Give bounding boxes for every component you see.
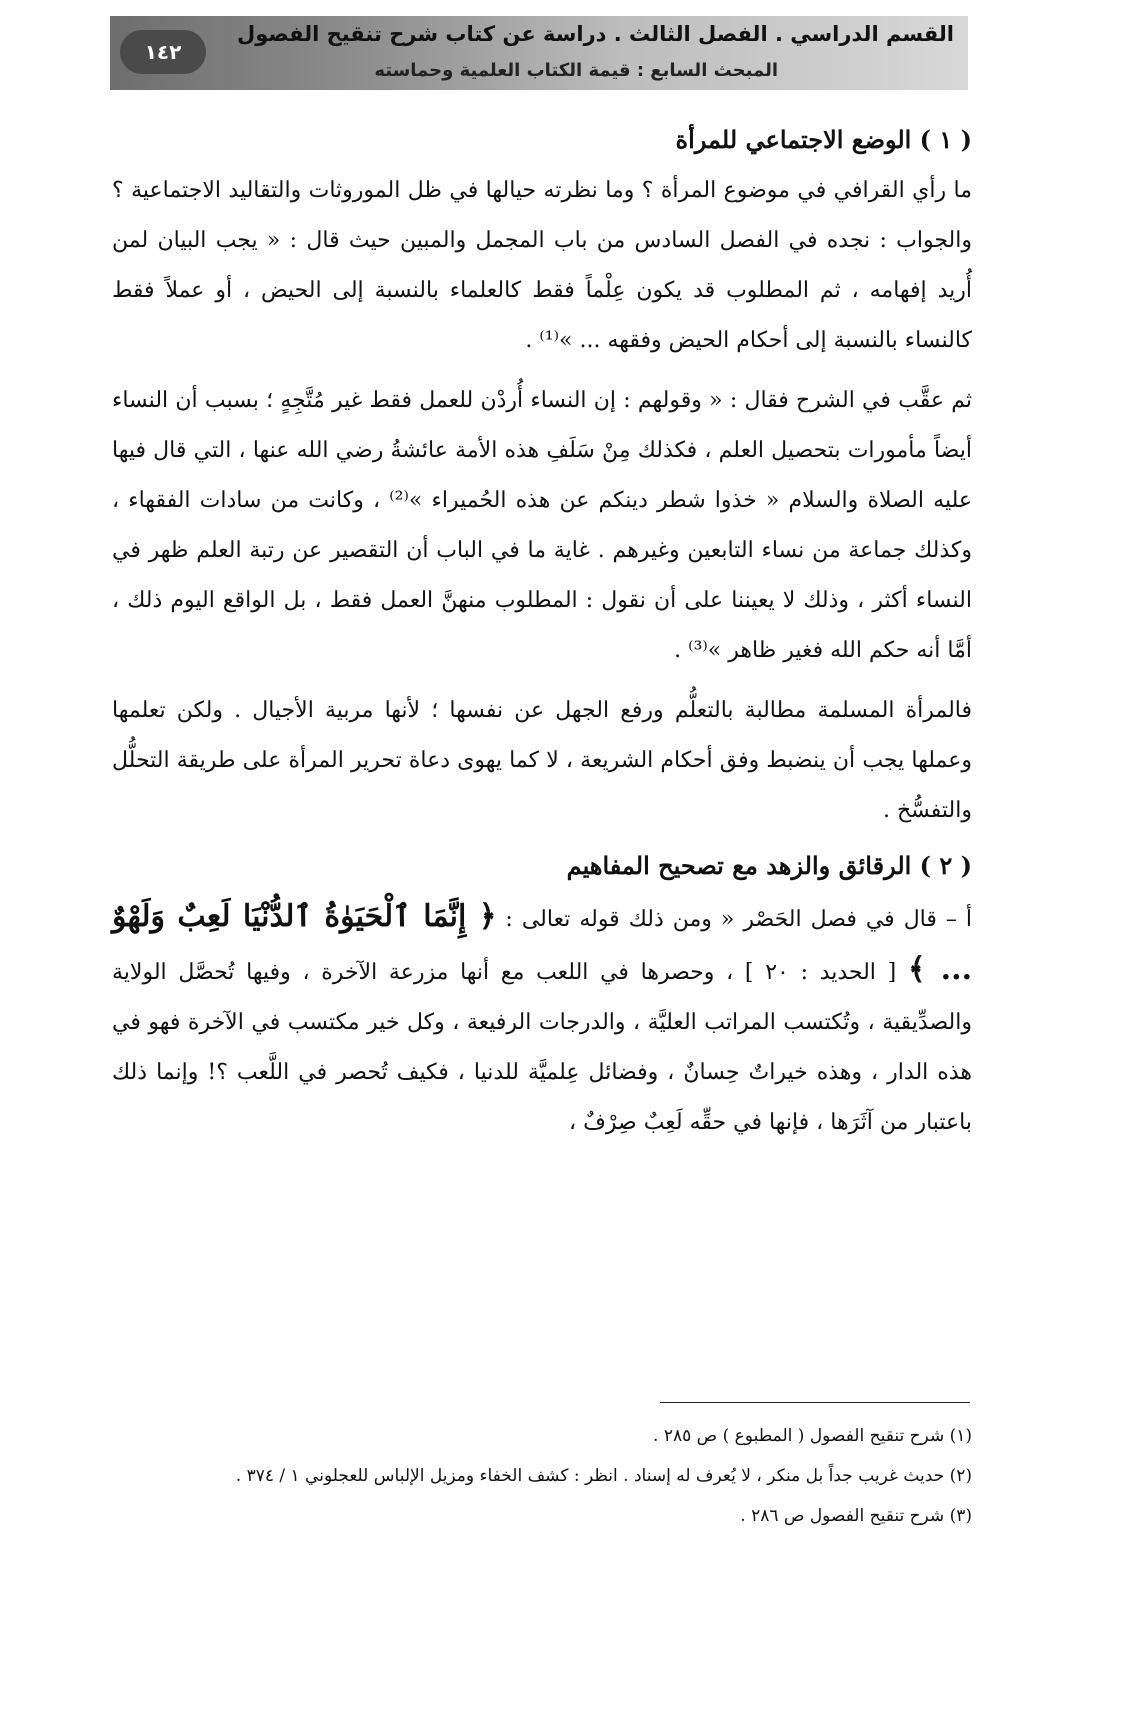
footnote: (٣) شرح تنقيح الفصول ص ٢٨٦ . xyxy=(740,1506,972,1526)
page-number: ١٤٢ xyxy=(120,30,206,74)
paragraph-with-verse xyxy=(112,892,972,1148)
page-body xyxy=(112,120,972,1158)
footnote: (١) شرح تنقيح الفصول ( المطبوع ) ص ٢٨٥ . xyxy=(653,1426,972,1446)
header-subtitle: المبحث السابع : قيمة الكتاب العلمية وحماسته xyxy=(374,60,778,81)
running-header xyxy=(110,16,968,90)
paragraph: ما رأي القرافي في موضوع المرأة ؟ وما نظرته حيالها في ظل الموروثات والتقاليد الاجتماعية ؟ والجواب : نجده في الفصل السادس من باب المجمل والمبين حيث قال : « يجب البيان لمن أُريد إفهامه ، ثم المطلوب قد يكون عِلْماً فقط كالعلماء بالنسبة إلى الحيض ، أو عملاً فقط كالنساء بالنسبة إلى أحكام الحيض وفقهه ... »⁽¹⁾ . xyxy=(112,178,972,353)
paragraph: فالمرأة المسلمة مطالبة بالتعلُّم ورفع الجهل عن نفسها ؛ لأنها مربية الأجيال . ولكن تعلمها وعملها يجب أن ينضبط وفق أحكام الشريعة ، لا كما يهوى دعاة تحرير المرأة على طريقة التحلُّل والتفسُّخ . xyxy=(112,698,972,823)
paragraph-rest: [ الحديد : ٢٠ ] ، وحصرها في اللعب مع أنها مزرعة الآخرة ، وفيها تُحصَّل الولاية والصدِّيقية ، وتُكتسب المراتب العليَّة ، والدرجات الرفيعة ، وكل خير مكتسب في الآخرة فهو في هذه الدار ، وهذه خيراتٌ حِسانٌ ، وفضائل عِلميَّة للدنيا ، فكيف تُحصر في اللَّعب ؟! وإنما ذلك باعتبار من آثَرَها ، فإنها في حقِّه لَعِبٌ صِرْفٌ ، xyxy=(112,960,972,1135)
footnote-divider xyxy=(660,1402,970,1403)
paragraph-intro: أ – قال في فصل الحَصْر « ومن ذلك قوله تعالى : xyxy=(505,907,973,932)
paragraph: ثم عقَّب في الشرح فقال : « وقولهم : إن النساء أُردْن للعمل فقط غير مُتَّجِهٍ ؛ بسبب أن النساء أيضاً مأمورات بتحصيل العلم ، فكذلك مِنْ سَلَفِ هذه الأمة عائشةُ رضي الله عنها ، التي قال فيها عليه الصلاة والسلام « خذوا شطر دينكم عن هذه الحُميراء »⁽²⁾ ، وكانت من سادات الفقهاء ، وكذلك جماعة من نساء التابعين وغيرهم . غاية ما في الباب أن التقصير عن رتبة العلم ظهر في النساء أكثر ، وذلك لا يعيننا على أن نقول : المطلوب منهنَّ العمل فقط ، بل الواقع اليوم ذلك ، أمَّا أنه حكم الله فغير ظاهر »⁽³⁾ . xyxy=(112,388,972,663)
header-title: القسم الدراسي . الفصل الثالث . دراسة عن كتاب شرح تنقيح الفصول xyxy=(237,22,954,46)
footnote: (٢) حديث غريب جداً بل منكر ، لا يُعرف له إسناد . انظر : كشف الخفاء ومزيل الإلباس للعجلوني ١ / ٣٧٤ . xyxy=(235,1466,972,1486)
quran-verse: ﴿ إِنَّمَا ٱلْحَيَوٰةُ ٱلدُّنْيَا لَعِبٌ وَلَهْوٌ ... ﴾ xyxy=(112,899,973,987)
section-heading: ( ١ ) الوضع الاجتماعي للمرأة xyxy=(675,125,972,154)
section-heading: ( ٢ ) الرقائق والزهد مع تصحيح المفاهيم xyxy=(566,851,972,880)
footnotes xyxy=(112,1418,972,1538)
